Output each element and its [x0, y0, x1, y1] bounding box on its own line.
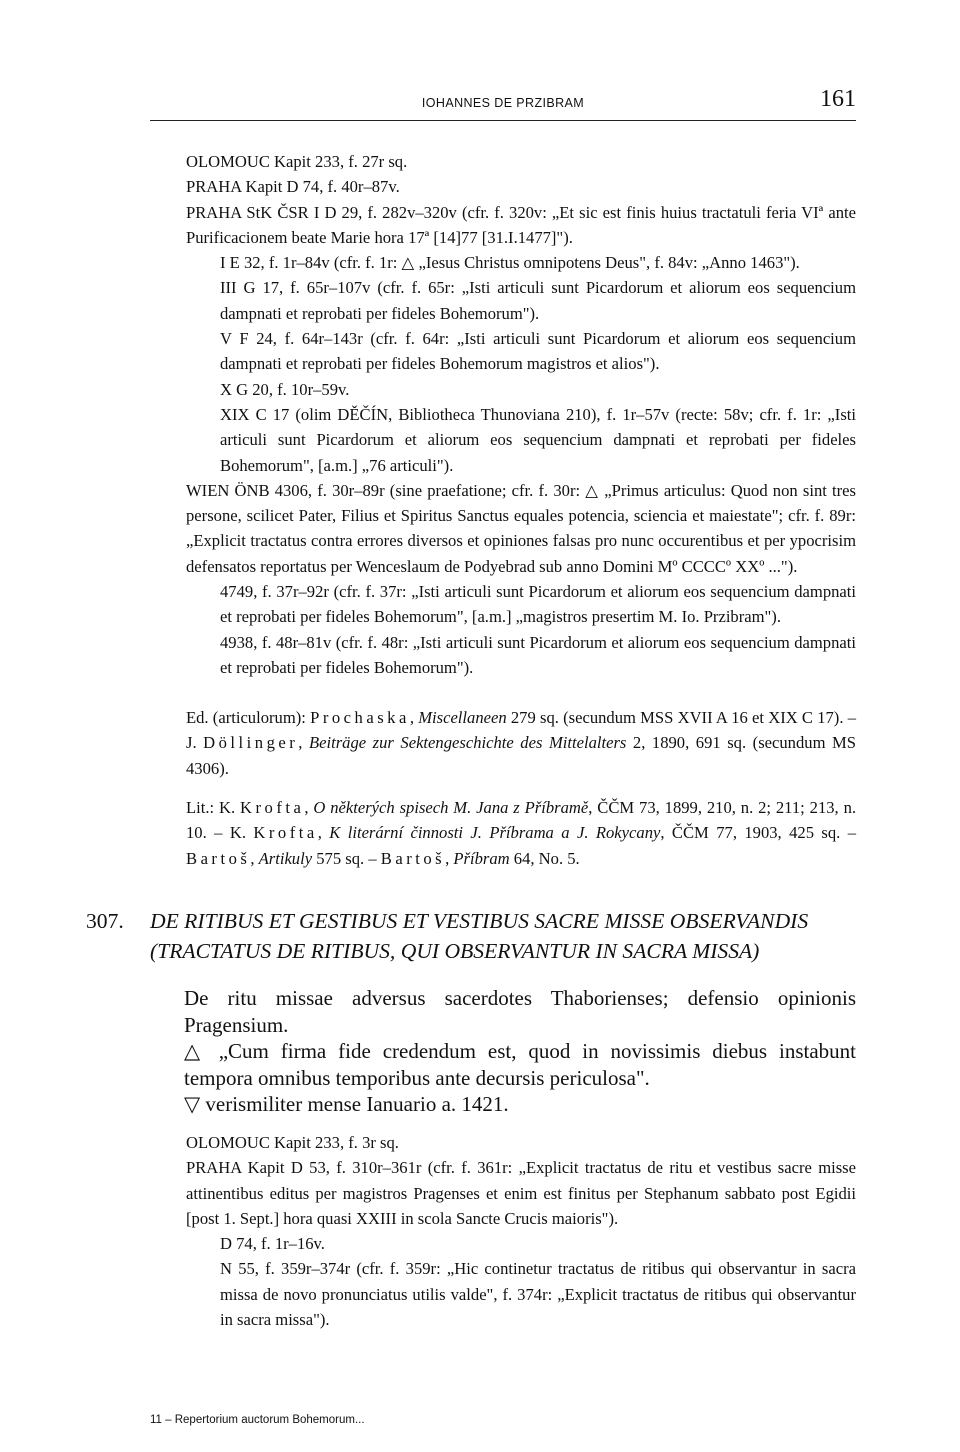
manuscript-entry: WIEN ÖNB 4306, f. 30r–89r (sine praefatione; cfr. f. 30r: △ „Primus articulus: Quod non sint tres persone, scilicet Pater, Filius et Spiritus Sanctus equales potencia, sciencia et maiestate"; cfr. f. 89r: „Explicit tractatus contra errores diversos et opiniones falsas pro nunc occurentibus et per ypocrisim defensatos reportatus per Wenceslaum de Podyebrad sub anno Domini Mº CCCCº XXº ...").: [186, 480, 856, 576]
literature-details: , ČČM 77, 1903, 425 sq. –: [660, 823, 857, 843]
literature-text: [150, 795, 856, 871]
author-name: Krofta: [253, 823, 318, 843]
separator: ,: [445, 848, 454, 868]
literature-details: , ČČM 73, 1899, 210, n. 2; 211; 213, n. 10. – K.: [186, 798, 857, 843]
manuscript-entry: V F 24, f. 64r–143r (cfr. f. 64r: „Isti articuli sunt Picardorum et aliorum eos sequencium dampnati et reprobati per fideles Bohemorum magistros et alios").: [220, 329, 856, 374]
signature-line: 11 – Repertorium auctorum Bohemorum...: [150, 1414, 365, 1426]
manuscript-entry: X G 20, f. 10r–59v.: [220, 379, 350, 399]
manuscript-entry: 4749, f. 37r–92r (cfr. f. 37r: „Isti articuli sunt Picardorum et aliorum eos sequencium dampnati et reprobati per fideles Bohemorum", [a.m.] „magistros presertim M. Io. Przibram").: [220, 582, 856, 627]
literature-details: 64, No. 5.: [509, 848, 580, 868]
section-summary: [150, 985, 856, 1118]
running-title: IOHANNES DE PRZIBRAM: [421, 96, 585, 110]
manuscript-entry: XIX C 17 (olim DĚČÍN, Bibliotheca Thunoviana 210), f. 1r–57v (recte: 58v; cfr. f. 1r: „Isti articuli sunt Picardorum et aliorum eos sequencium dampnati et reprobati per fideles Bohemorum", [a.m.] „76 articuli").: [220, 404, 856, 475]
literature-paragraph: [150, 795, 856, 871]
work-title: Příbram: [453, 848, 510, 868]
section-heading: [86, 906, 856, 966]
manuscript-entry: PRAHA Kapit D 74, f. 40r–87v.: [186, 177, 400, 197]
manuscript-entry: III G 17, f. 65r–107v (cfr. f. 65r: „Isti articuli sunt Picardorum et aliorum eos sequencium dampnati et reprobati per fideles Bohemorum").: [220, 278, 856, 323]
work-title: K literární činnosti J. Příbrama a J. Rokycany: [329, 823, 661, 843]
work-title: Miscellaneen: [418, 708, 507, 727]
summary-incipit: △ „Cum firma fide credendum est, quod in novissimis diebus instabunt tempora omnibus temporibus ante decursis periculosa".: [184, 1039, 856, 1090]
manuscript-list-bottom: [150, 1130, 856, 1332]
manuscript-entry: OLOMOUC Kapit 233, f. 27r sq.: [186, 152, 408, 171]
literature-label: Lit.: K.: [186, 798, 241, 817]
manuscript-entry: D 74, f. 1r–16v.: [220, 1234, 325, 1254]
work-title: Beiträge zur Sektengeschichte des Mittelalters: [308, 733, 627, 753]
author-name: Döllinger: [203, 733, 299, 753]
editions-text: [150, 705, 856, 781]
manuscript-entry: PRAHA StK ČSR I D 29, f. 282v–320v (cfr. f. 320v: „Et sic est finis huius tractatuli feria VIª ante Purificacionem beate Marie hora 17ª [14]77 [31.I.1477]").: [186, 202, 856, 247]
editions-label: Ed. (articulorum):: [186, 708, 311, 727]
separator: ,: [409, 708, 419, 727]
work-title: O některých spisech M. Jana z Příbramě: [313, 798, 589, 817]
section-title: DE RITIBUS ET GESTIBUS ET VESTIBUS SACRE MISSE OBSERVANDIS (TRACTATUS DE RITIBUS, QUI OBSERVANTUR IN SACRA MISSA): [150, 909, 809, 963]
manuscript-list-top: [150, 149, 856, 680]
author-name: Bartoš: [380, 848, 446, 868]
author-name: Prochaska: [310, 708, 410, 727]
literature-details: 575 sq. –: [312, 848, 381, 868]
separator: ,: [250, 848, 259, 868]
work-title: Artikuly: [258, 848, 313, 868]
summary-description: De ritu missae adversus sacerdotes Thaborienses; defensio opinionis Pragensium.: [184, 986, 856, 1037]
manuscript-entry: 4938, f. 48r–81v (cfr. f. 48r: „Isti articuli sunt Picardorum et aliorum eos sequencium dampnati et reprobati per fideles Bohemorum").: [220, 632, 856, 677]
page-number: 161: [820, 86, 856, 112]
running-header: [150, 86, 856, 121]
manuscript-entry: PRAHA Kapit D 53, f. 310r–361r (cfr. f. 361r: „Explicit tractatus de ritu et vestibus sacre misse attinentibus editus per magistros Pragenses et enim est finitus per Stephanum sabbato post Egidii [post 1. Sept.] hora quasi XXIII in scola Sancte Crucis maioris").: [186, 1158, 856, 1228]
edition-details: 279 sq. (secundum MSS XVII A 16 et XIX C 17). – J.: [186, 708, 857, 753]
section-number: 307.: [86, 909, 124, 933]
author-name: Bartoš: [186, 848, 251, 868]
author-name: Krofta: [240, 798, 305, 817]
editions-paragraph: [150, 705, 856, 781]
edition-details: 2, 1890, 691 sq. (secundum MS 4306).: [186, 733, 856, 778]
manuscript-entry: I E 32, f. 1r–84v (cfr. f. 1r: △ „Iesus Christus omnipotens Deus", f. 84v: „Anno 1463").: [220, 253, 800, 273]
manuscript-entry: OLOMOUC Kapit 233, f. 3r sq.: [186, 1133, 399, 1152]
manuscript-entry: N 55, f. 359r–374r (cfr. f. 359r: „Hic continetur tractatus de ritibus qui observantur in sacra missa de novo pronunciatus utilis valde", f. 374r: „Explicit tractatus de ritibus qui observantur in sacra missa").: [220, 1259, 856, 1330]
separator: ,: [304, 798, 314, 817]
separator: ,: [298, 733, 309, 753]
summary-date: ▽ verismiliter mense Ianuario a. 1421.: [184, 1092, 509, 1116]
separator: ,: [317, 823, 330, 843]
